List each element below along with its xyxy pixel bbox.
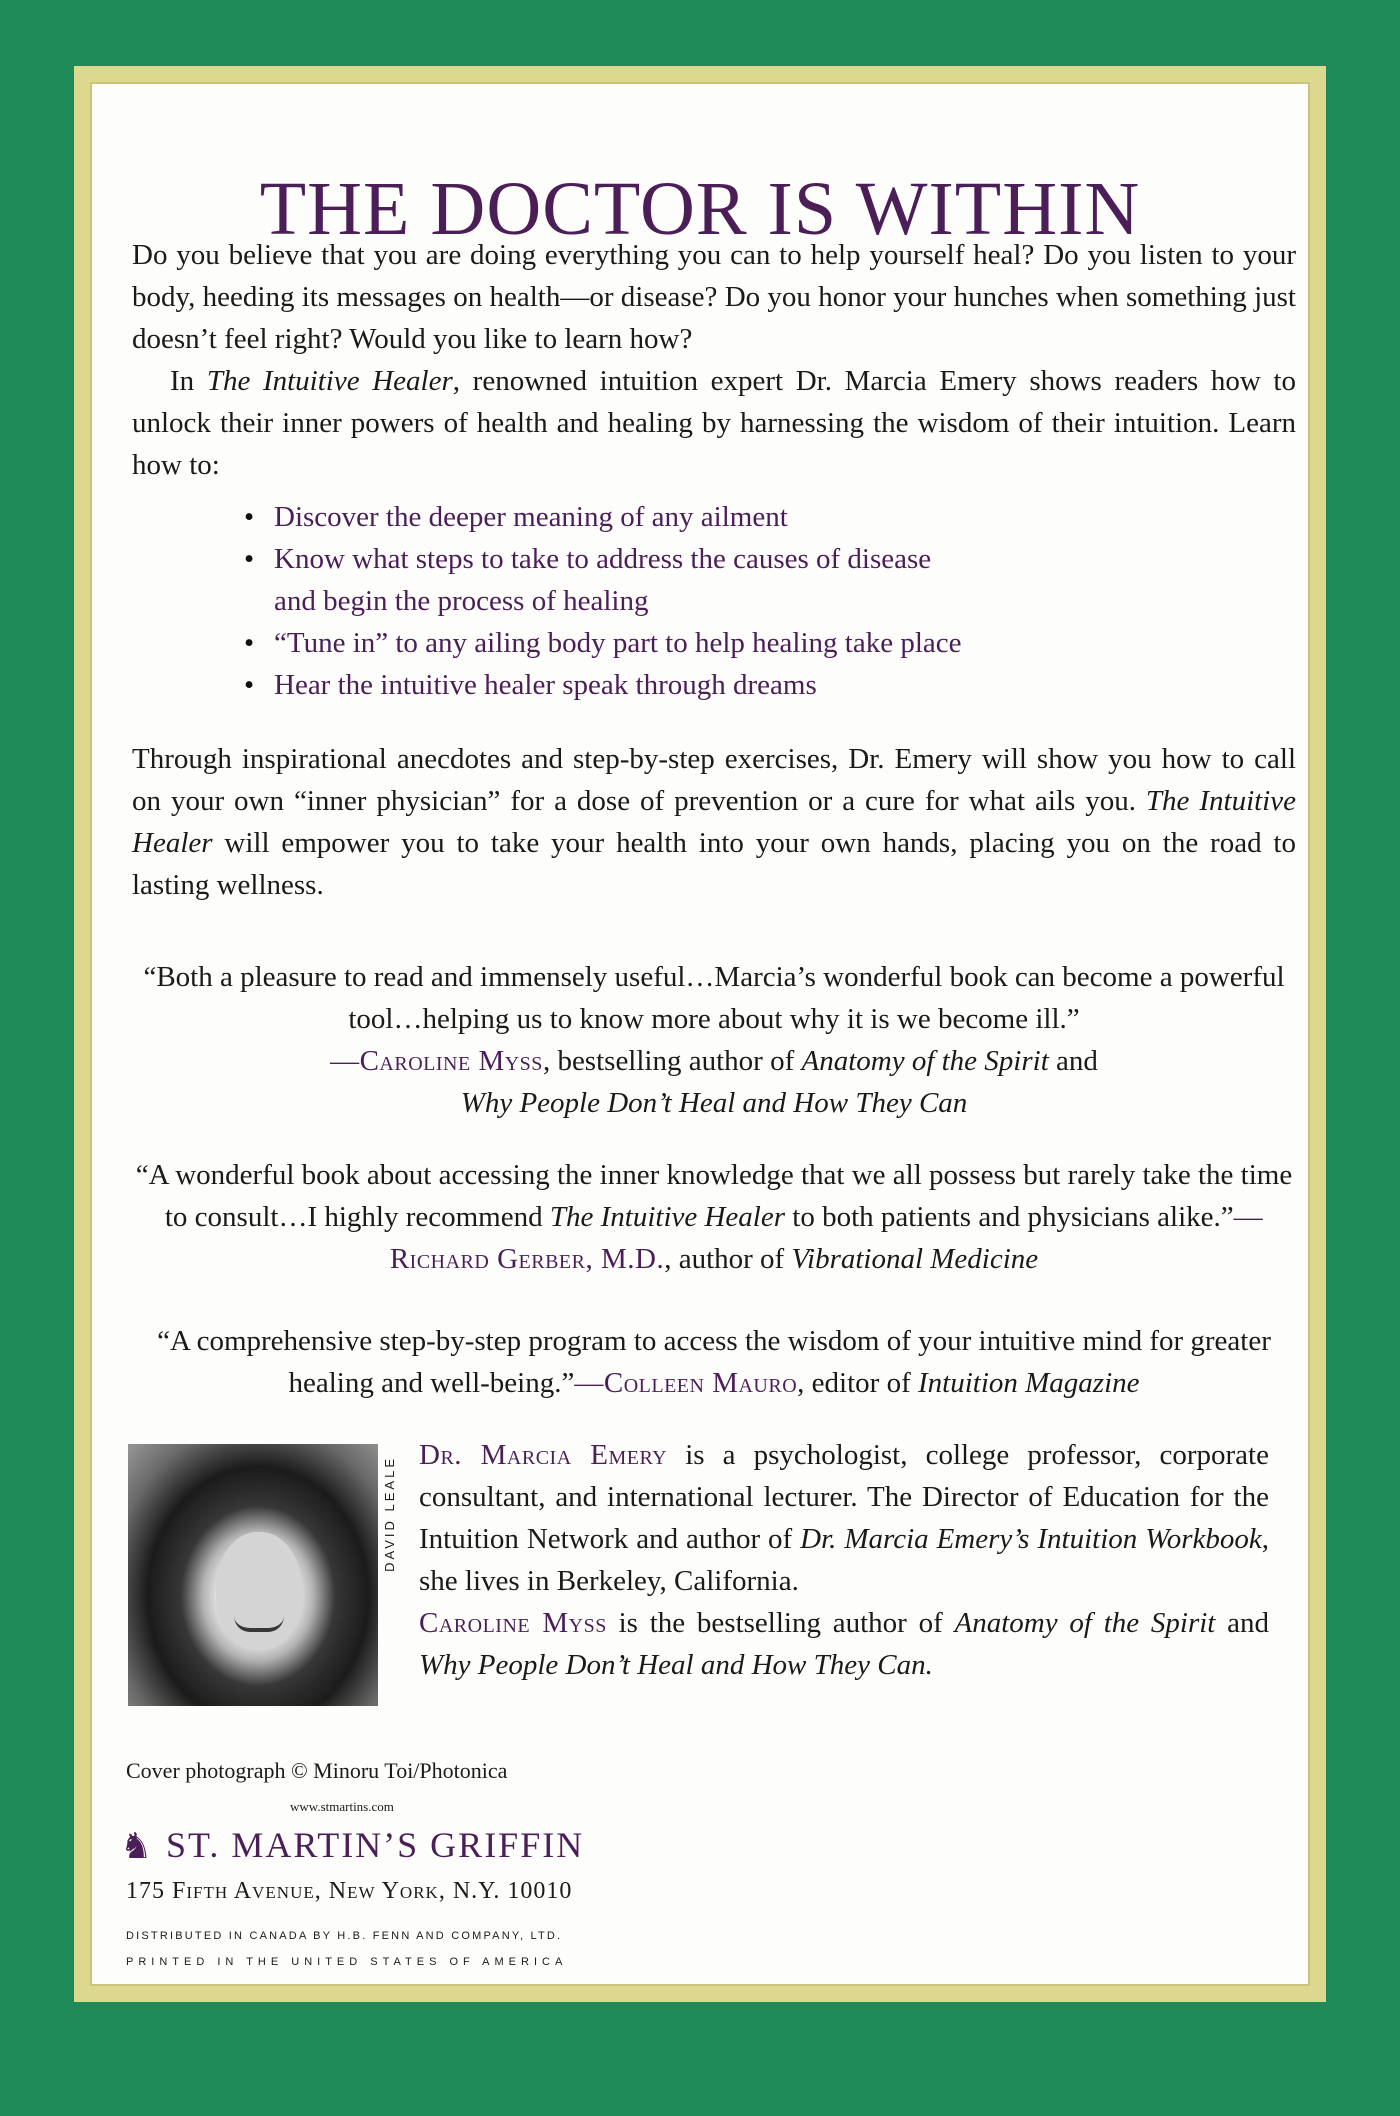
cover-photo-credit: Cover photograph © Minoru Toi/Photonica bbox=[126, 1758, 508, 1783]
cover-frame bbox=[74, 66, 1326, 2002]
quote-attribution bbox=[132, 1040, 1296, 1082]
quote-text: “A wonderful book about accessing the inner knowledge that we all possess but rarely take the time to consult…I highly recommend bbox=[135, 1159, 1293, 1233]
work-title: Why People Don’t Heal and How They Can bbox=[460, 1087, 968, 1119]
back-cover-panel bbox=[90, 82, 1310, 1986]
list-item: • Know what steps to take to address the causes of disease bbox=[240, 538, 962, 580]
work-title: Intuition Magazine bbox=[917, 1367, 1140, 1399]
attribution-text: , bestselling author of bbox=[542, 1045, 802, 1077]
author-photo bbox=[128, 1444, 378, 1706]
bio-text: , she lives in Berkeley, California. bbox=[419, 1523, 1269, 1597]
quote-author: —Caroline Myss bbox=[330, 1045, 543, 1077]
testimonial-quote bbox=[132, 1154, 1296, 1280]
author-name: Dr. Marcia Emery bbox=[419, 1439, 668, 1471]
quote-text: “Both a pleasure to read and immensely useful…Marcia’s wonderful book can become a powerful tool…helping us to know more about why it is we become ill.” bbox=[143, 961, 1285, 1035]
list-item: • Discover the deeper meaning of any ailment bbox=[240, 496, 962, 538]
paragraph-text: Through inspirational anecdotes and step-by-step exercises, Dr. Emery will show you how to call on your own “inner physician” for a dose of prevention or a cure for what ails you. bbox=[132, 743, 1296, 817]
work-title: Why People Don’t Heal and How They Can. bbox=[419, 1649, 933, 1681]
quote-text: “A comprehensive step-by-step program to access the wisdom of your intuitive mind for greater healing and well-being.” bbox=[157, 1325, 1271, 1399]
summary-paragraph bbox=[132, 738, 1296, 906]
quote-attribution bbox=[132, 1082, 1296, 1124]
quote-author: —Colleen Mauro bbox=[574, 1367, 798, 1399]
photo-credit: DAVID LEALE bbox=[382, 1456, 397, 1572]
bullet-list bbox=[240, 496, 962, 706]
list-item: • “Tune in” to any ailing body part to help healing take place bbox=[240, 622, 962, 664]
quote-author: —Richard Gerber, M.D. bbox=[389, 1201, 1264, 1275]
book-title: The Intuitive Healer bbox=[206, 365, 453, 397]
quote-text: to both patients and physicians alike.” bbox=[785, 1201, 1234, 1233]
work-title: Dr. Marcia Emery’s Intuition Workbook bbox=[800, 1523, 1262, 1555]
testimonial-quote bbox=[132, 1320, 1296, 1404]
book-title: The Intuitive Healer bbox=[549, 1201, 786, 1233]
author-name: Caroline Myss bbox=[419, 1607, 607, 1639]
griffin-icon: ♞ bbox=[120, 1826, 153, 1866]
attribution-text: and bbox=[1048, 1045, 1098, 1077]
cover-title: THE DOCTOR IS WITHIN bbox=[259, 167, 1141, 251]
description-paragraph bbox=[132, 360, 1296, 486]
bio-text: is a psychologist, college professor, corporate consultant, and international lecturer. The Director of Education for the Intuition Network and author of bbox=[419, 1439, 1269, 1555]
publisher-name: ST. MARTIN’S GRIFFIN bbox=[166, 1825, 585, 1865]
work-title: Anatomy of the Spirit bbox=[801, 1045, 1049, 1077]
printing-note: PRINTED IN THE UNITED STATES OF AMERICA bbox=[126, 1956, 568, 1968]
paragraph-text: will empower you to take your health into your own hands, placing you on the road to lasting wellness. bbox=[132, 827, 1296, 901]
bio-text: and bbox=[1215, 1607, 1270, 1639]
list-item-continuation: and begin the process of healing bbox=[274, 585, 649, 617]
attribution-text: , author of bbox=[664, 1243, 792, 1275]
distribution-note: DISTRIBUTED IN CANADA BY H.B. FENN AND COMPANY, LTD. bbox=[126, 1930, 563, 1942]
list-item: • Hear the intuitive healer speak through dreams bbox=[240, 664, 962, 706]
work-title: Vibrational Medicine bbox=[791, 1243, 1039, 1275]
paragraph-prefix: In bbox=[170, 365, 207, 397]
testimonial-quote bbox=[132, 956, 1296, 1124]
book-title: The Intuitive Healer bbox=[132, 785, 1296, 859]
bio-text: is the bestselling author of bbox=[606, 1607, 955, 1639]
paragraph-suffix: , renowned intuition expert Dr. Marcia Emery shows readers how to unlock their inner powers of health and healing by harnessing the wisdom of their intuition. Learn how to: bbox=[132, 365, 1296, 481]
author-face bbox=[216, 1532, 302, 1650]
work-title: Anatomy of the Spirit bbox=[954, 1607, 1216, 1639]
intro-paragraph: Do you believe that you are doing everything you can to help yourself heal? Do you listen to your body, heeding its messages on health—or disease? Do you honor your hunches when something just doesn’t feel right? Would you like to learn how? bbox=[132, 239, 1296, 355]
publisher-url: www.stmartins.com bbox=[290, 1799, 394, 1814]
author-bio bbox=[419, 1434, 1269, 1686]
publisher-address: 175 Fifth Avenue, New York, N.Y. 10010 bbox=[126, 1878, 573, 1904]
attribution-text: , editor of bbox=[797, 1367, 918, 1399]
